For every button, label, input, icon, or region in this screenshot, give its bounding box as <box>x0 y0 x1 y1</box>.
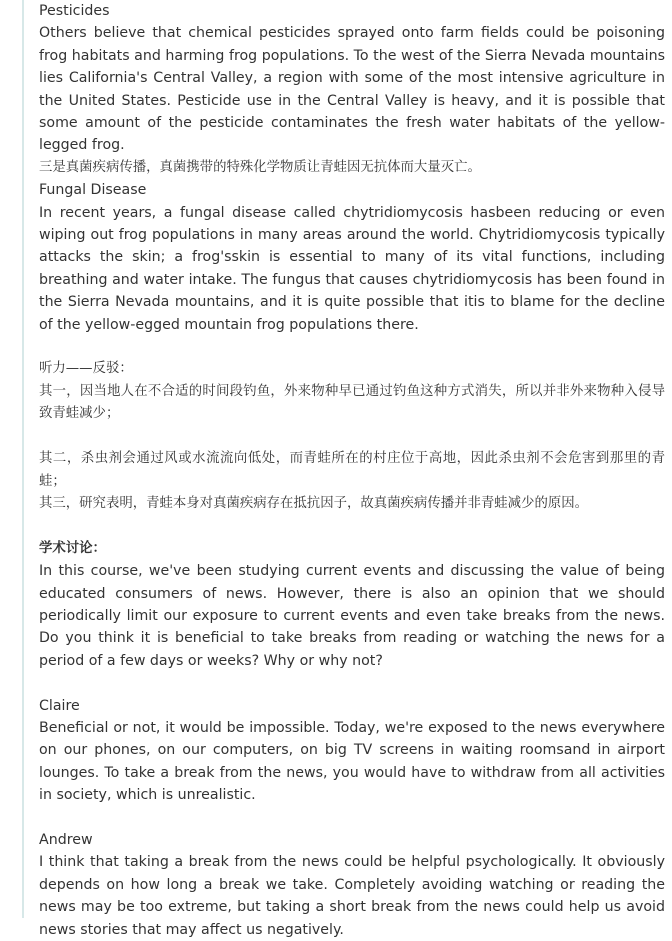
listening-point-2: 其二，杀虫剂会通过风或水流流向低处，而青蛙所在的村庄位于高地，因此杀虫剂不会危害到那里的青蛙； <box>39 451 665 489</box>
response-author-claire: Claire <box>39 697 80 714</box>
spacer <box>39 807 665 829</box>
fungal-disease-paragraph: In recent years, a fungal disease called chytridiomycosis hasbeen reducing or even wiping out frog populations in many areas around the world. Chytridiomycosis typically attacks the skin; a frog'sskin is essential to many of its vital functions, including breathing and water intake. The fungus that causes chytridiomycosis has been found in the Sierra Nevada mountains, and it is quite possible that itis to blame for the decline of the yellow-egged mountain frog populations there. <box>39 204 665 333</box>
left-border-rule <box>22 0 24 918</box>
spacer <box>39 515 665 537</box>
document-body <box>39 0 665 941</box>
discussion-heading: 学术讨论： <box>39 540 106 556</box>
response-author-andrew: Andrew <box>39 831 93 848</box>
spacer <box>39 672 665 694</box>
pesticides-paragraph: Others believe that chemical pesticides sprayed onto farm fields could be poisoning frog habitats and harming frog populations. To the west of the Sierra Nevada mountains lies California's Central Valley, a region with some of the most intensive agriculture in the United States. Pesticide use in the Central Valley is heavy, and it is possible that some amount of the pesticide contaminates the fresh water habitats of the yellow-legged frog. <box>39 25 665 154</box>
pesticides-heading: Pesticides <box>39 3 110 19</box>
response-text-andrew: I think that taking a break from the news could be helpful psychologically. It obviously depends on how long a break we take. Completely avoiding watching or reading the news may be too extreme, but taking a short break from the news could help us avoid news stories that may affect us negatively. <box>39 854 665 938</box>
spacer <box>39 336 665 358</box>
listening-point-1: 其一，因当地人在不合适的时间段钓鱼，外来物种早已通过钓鱼这种方式消失，所以并非外来物种入侵导致青蛙减少； <box>39 383 665 422</box>
fungal-disease-heading: Fungal Disease <box>39 182 147 199</box>
listening-point-3: 其三，研究表明，青蛙本身对真菌疾病存在抵抗因子，故真菌疾病传播并非青蛙减少的原因。 <box>39 495 589 511</box>
listening-heading: 听力——反驳： <box>39 361 133 377</box>
discussion-prompt: In this course, we've been studying current events and discussing the value of being educated consumers of news. However, there is also an opinion that we should periodically limit our exposure to current events and even take breaks from the news. Do you think it is beneficial to take breaks from reading or watching the news for a period of a few days or weeks? Why or why not? <box>39 563 665 669</box>
response-text-claire: Beneficial or not, it would be impossible. Today, we're exposed to the news everywhere on our phones, on our computers, on big TV screens in waiting roomsand in airport lounges. To take a break from the news, you would have to withdraw from all activities in society, which is unrealistic. <box>39 719 665 804</box>
third-point-cn: 三是真菌疾病传播，真菌携带的特殊化学物质让青蛙因无抗体而大量灭亡。 <box>39 159 481 175</box>
spacer <box>39 426 665 448</box>
